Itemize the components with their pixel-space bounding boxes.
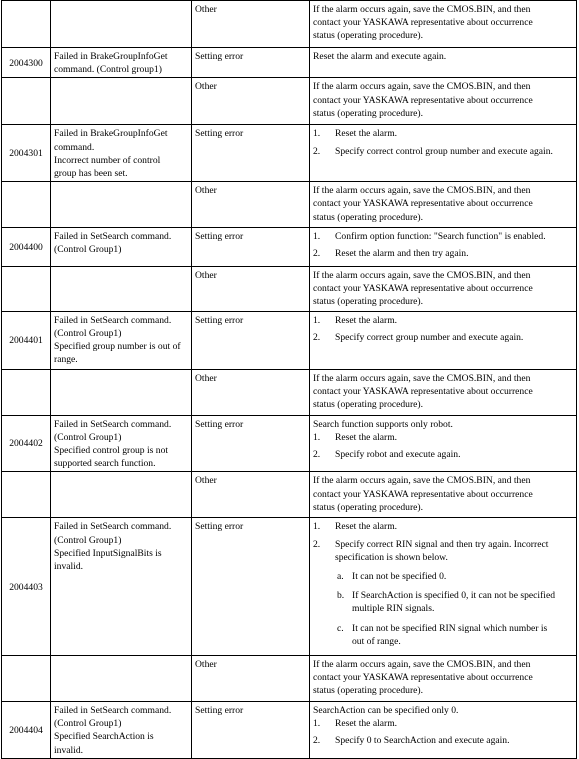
alarm-description bbox=[51, 78, 192, 125]
description-line: Failed in BrakeGroupInfoGet bbox=[54, 51, 168, 62]
remedy-step bbox=[313, 331, 573, 344]
table-row bbox=[2, 182, 577, 228]
remedy-line: contact your YASKAWA representative about occurrence bbox=[313, 17, 533, 29]
remedy-line: status (operating procedure). bbox=[313, 296, 424, 308]
description-line: Failed in SetSearch command. bbox=[54, 705, 172, 717]
table-row bbox=[2, 48, 577, 78]
alarm-cause: Setting error bbox=[192, 48, 310, 78]
remedy-line: contact your YASKAWA representative about occurrence bbox=[313, 488, 533, 500]
description-line: supported search function. bbox=[54, 458, 156, 470]
alarm-remedy bbox=[310, 415, 577, 472]
remedy-line: status (operating procedure). bbox=[313, 211, 424, 223]
alarm-code: 2004404 bbox=[2, 702, 51, 759]
alarm-remedy bbox=[310, 656, 577, 702]
alarm-cause: Setting error bbox=[192, 415, 310, 472]
step-number: 1. bbox=[313, 231, 321, 243]
description-line: range. bbox=[54, 354, 78, 366]
alarm-description bbox=[51, 656, 192, 702]
remedy-step bbox=[313, 145, 573, 158]
remedy-step bbox=[313, 247, 573, 260]
remedy-substep bbox=[335, 589, 573, 615]
description-line: Failed in SetSearch command. bbox=[54, 521, 172, 533]
alarm-remedy bbox=[310, 518, 577, 656]
alarm-remedy bbox=[310, 182, 577, 228]
remedy-line: If the alarm occurs again, save the CMOS.BIN, and then bbox=[313, 372, 531, 384]
alarm-description bbox=[51, 1, 192, 48]
description-line: Failed in SetSearch command. bbox=[54, 231, 172, 243]
step-text: Reset the alarm and then try again. bbox=[335, 248, 469, 260]
remedy-line: status (operating procedure). bbox=[313, 501, 424, 513]
description-line: invalid. bbox=[54, 744, 84, 756]
alarm-remedy bbox=[310, 702, 577, 759]
description-line: (Control Group1) bbox=[54, 244, 122, 256]
table-row bbox=[2, 228, 577, 266]
alarm-code: 2004400 bbox=[2, 228, 51, 266]
alarm-code bbox=[2, 182, 51, 228]
description-line: Failed in SetSearch command. bbox=[54, 418, 172, 430]
remedy-substep bbox=[335, 570, 573, 583]
table-row bbox=[2, 369, 577, 415]
alarm-description bbox=[51, 369, 192, 415]
alarm-cause: Setting error bbox=[192, 702, 310, 759]
alarm-cause: Other bbox=[192, 369, 310, 415]
alarm-remedy bbox=[310, 78, 577, 125]
remedy-step bbox=[313, 230, 573, 243]
step-number: 1. bbox=[313, 128, 321, 140]
table-row bbox=[2, 656, 577, 702]
remedy-step bbox=[313, 717, 573, 730]
substep-text: multiple RIN signals. bbox=[352, 603, 435, 615]
alarm-description bbox=[51, 228, 192, 266]
step-text: Reset the alarm. bbox=[335, 431, 398, 443]
substep-text: out of range. bbox=[352, 635, 401, 647]
table-row bbox=[2, 702, 577, 759]
remedy-line: contact your YASKAWA representative about occurrence bbox=[313, 94, 533, 106]
description-line: Failed in SetSearch command. bbox=[54, 314, 172, 326]
step-text: Specify correct control group number and execute again. bbox=[335, 145, 553, 157]
alarm-description bbox=[51, 518, 192, 656]
remedy-step bbox=[313, 431, 573, 444]
alarm-remedy bbox=[310, 472, 577, 518]
alarm-remedy bbox=[310, 48, 577, 78]
alarm-description bbox=[51, 702, 192, 759]
alarm-description bbox=[51, 125, 192, 182]
description-line: (Control Group1) bbox=[54, 431, 122, 443]
step-text: Reset the alarm. bbox=[335, 521, 398, 533]
alarm-description bbox=[51, 472, 192, 518]
alarm-code bbox=[2, 266, 51, 311]
step-text: Reset the alarm. bbox=[335, 718, 398, 730]
remedy-steps bbox=[313, 431, 573, 461]
alarm-code bbox=[2, 656, 51, 702]
substep-text: It can not be specified RIN signal which number is bbox=[352, 622, 548, 634]
remedy-line: status (operating procedure). bbox=[313, 30, 424, 42]
alarm-cause: Other bbox=[192, 472, 310, 518]
step-text: Reset the alarm. bbox=[335, 128, 398, 140]
alarm-code: 2004403 bbox=[2, 518, 51, 656]
alarm-cause: Other bbox=[192, 78, 310, 125]
remedy-steps bbox=[313, 127, 573, 157]
substep-text: It can not be specified 0. bbox=[352, 571, 447, 583]
alarm-code: 2004402 bbox=[2, 415, 51, 472]
alarm-code bbox=[2, 369, 51, 415]
alarm-cause: Setting error bbox=[192, 125, 310, 182]
alarm-remedy bbox=[310, 125, 577, 182]
step-number: 1. bbox=[313, 521, 321, 533]
step-text: Specify robot and execute again. bbox=[335, 449, 461, 461]
step-number: 2. bbox=[313, 248, 321, 260]
table-row bbox=[2, 311, 577, 369]
remedy-line: If the alarm occurs again, save the CMOS.BIN, and then bbox=[313, 81, 531, 93]
remedy-steps bbox=[313, 314, 573, 344]
remedy-step bbox=[313, 538, 573, 648]
alarm-description bbox=[51, 182, 192, 228]
remedy-line: contact your YASKAWA representative about occurrence bbox=[313, 282, 533, 294]
table-row bbox=[2, 472, 577, 518]
remedy-line: status (operating procedure). bbox=[313, 685, 424, 697]
description-line: Specified InputSignalBits is bbox=[54, 547, 162, 559]
alarm-remedy bbox=[310, 369, 577, 415]
step-number: 1. bbox=[313, 314, 321, 326]
step-text: Specify correct RIN signal and then try again. Incorrect bbox=[335, 538, 549, 550]
alarm-code: 2004300 bbox=[2, 48, 51, 78]
table-row bbox=[2, 415, 577, 472]
step-text: Confirm option function: "Search function" is enabled. bbox=[335, 231, 546, 243]
step-text: specification is shown below. bbox=[335, 551, 448, 563]
remedy-steps bbox=[313, 717, 573, 747]
remedy-steps bbox=[313, 520, 573, 648]
step-text: Specify correct group number and execute again. bbox=[335, 331, 524, 343]
alarm-code bbox=[2, 1, 51, 48]
description-line: command. bbox=[54, 141, 95, 153]
remedy-line: Search function supports only robot. bbox=[313, 418, 453, 430]
description-line: (Control Group1) bbox=[54, 534, 122, 546]
table-row bbox=[2, 1, 577, 48]
alarm-cause: Setting error bbox=[192, 518, 310, 656]
alarm-remedy bbox=[310, 311, 577, 369]
alarm-cause: Other bbox=[192, 1, 310, 48]
table-row bbox=[2, 266, 577, 311]
remedy-step bbox=[313, 734, 573, 747]
remedy-line: If the alarm occurs again, save the CMOS.BIN, and then bbox=[313, 185, 531, 197]
remedy-line: contact your YASKAWA representative about occurrence bbox=[313, 672, 533, 684]
remedy-step bbox=[313, 520, 573, 533]
step-text: Reset the alarm. bbox=[335, 314, 398, 326]
alarm-remedy bbox=[310, 228, 577, 266]
description-line: Specified SearchAction is bbox=[54, 731, 154, 743]
description-line: group has been set. bbox=[54, 168, 128, 180]
remedy-line: contact your YASKAWA representative about occurrence bbox=[313, 198, 533, 210]
remedy-line: If the alarm occurs again, save the CMOS.BIN, and then bbox=[313, 269, 531, 281]
remedy-line: If the alarm occurs again, save the CMOS.BIN, and then bbox=[313, 4, 531, 15]
substep-letter: c. bbox=[337, 622, 344, 634]
description-line: Specified control group is not bbox=[54, 445, 169, 457]
substep-text: If SearchAction is specified 0, it can not be specified bbox=[352, 590, 555, 602]
substep-letter: a. bbox=[337, 571, 344, 583]
remedy-substeps bbox=[335, 570, 573, 648]
remedy-step bbox=[313, 127, 573, 140]
step-number: 1. bbox=[313, 718, 321, 730]
alarm-code: 2004301 bbox=[2, 125, 51, 182]
remedy-line: status (operating procedure). bbox=[313, 399, 424, 411]
remedy-line: If the alarm occurs again, save the CMOS.BIN, and then bbox=[313, 659, 531, 671]
alarm-description bbox=[51, 48, 192, 78]
description-line: Specified group number is out of bbox=[54, 341, 181, 353]
step-number: 2. bbox=[313, 449, 321, 461]
alarm-code: 2004401 bbox=[2, 311, 51, 369]
step-number: 1. bbox=[313, 431, 321, 443]
description-line: (Control Group1) bbox=[54, 327, 122, 339]
table-row bbox=[2, 78, 577, 125]
step-number: 2. bbox=[313, 735, 321, 747]
remedy-step bbox=[313, 448, 573, 461]
table-row bbox=[2, 125, 577, 182]
substep-letter: b. bbox=[337, 590, 345, 602]
description-line: command. (Control group1) bbox=[54, 64, 162, 76]
alarm-cause: Other bbox=[192, 266, 310, 311]
alarm-code bbox=[2, 78, 51, 125]
step-number: 2. bbox=[313, 331, 321, 343]
alarm-cause: Other bbox=[192, 182, 310, 228]
remedy-steps bbox=[313, 230, 573, 260]
remedy-line: If the alarm occurs again, save the CMOS.BIN, and then bbox=[313, 475, 531, 487]
alarm-table-body bbox=[2, 1, 577, 759]
description-line: Failed in BrakeGroupInfoGet bbox=[54, 128, 168, 140]
step-number: 2. bbox=[313, 538, 321, 550]
alarm-remedy bbox=[310, 1, 577, 48]
step-text: Specify 0 to SearchAction and execute again. bbox=[335, 735, 510, 747]
alarm-table bbox=[1, 0, 577, 759]
remedy-substep bbox=[335, 622, 573, 648]
remedy-line: SearchAction can be specified only 0. bbox=[313, 705, 459, 717]
remedy-line: status (operating procedure). bbox=[313, 107, 424, 119]
description-line: invalid. bbox=[54, 561, 84, 573]
table-row bbox=[2, 518, 577, 656]
alarm-cause: Other bbox=[192, 656, 310, 702]
alarm-description bbox=[51, 266, 192, 311]
alarm-description bbox=[51, 311, 192, 369]
remedy-line: contact your YASKAWA representative about occurrence bbox=[313, 385, 533, 397]
step-number: 2. bbox=[313, 145, 321, 157]
alarm-cause: Setting error bbox=[192, 228, 310, 266]
remedy-step bbox=[313, 314, 573, 327]
remedy-line: Reset the alarm and execute again. bbox=[313, 51, 447, 62]
alarm-description bbox=[51, 415, 192, 472]
alarm-cause: Setting error bbox=[192, 311, 310, 369]
alarm-remedy bbox=[310, 266, 577, 311]
description-line: Incorrect number of control bbox=[54, 154, 161, 166]
alarm-code bbox=[2, 472, 51, 518]
description-line: (Control Group1) bbox=[54, 718, 122, 730]
